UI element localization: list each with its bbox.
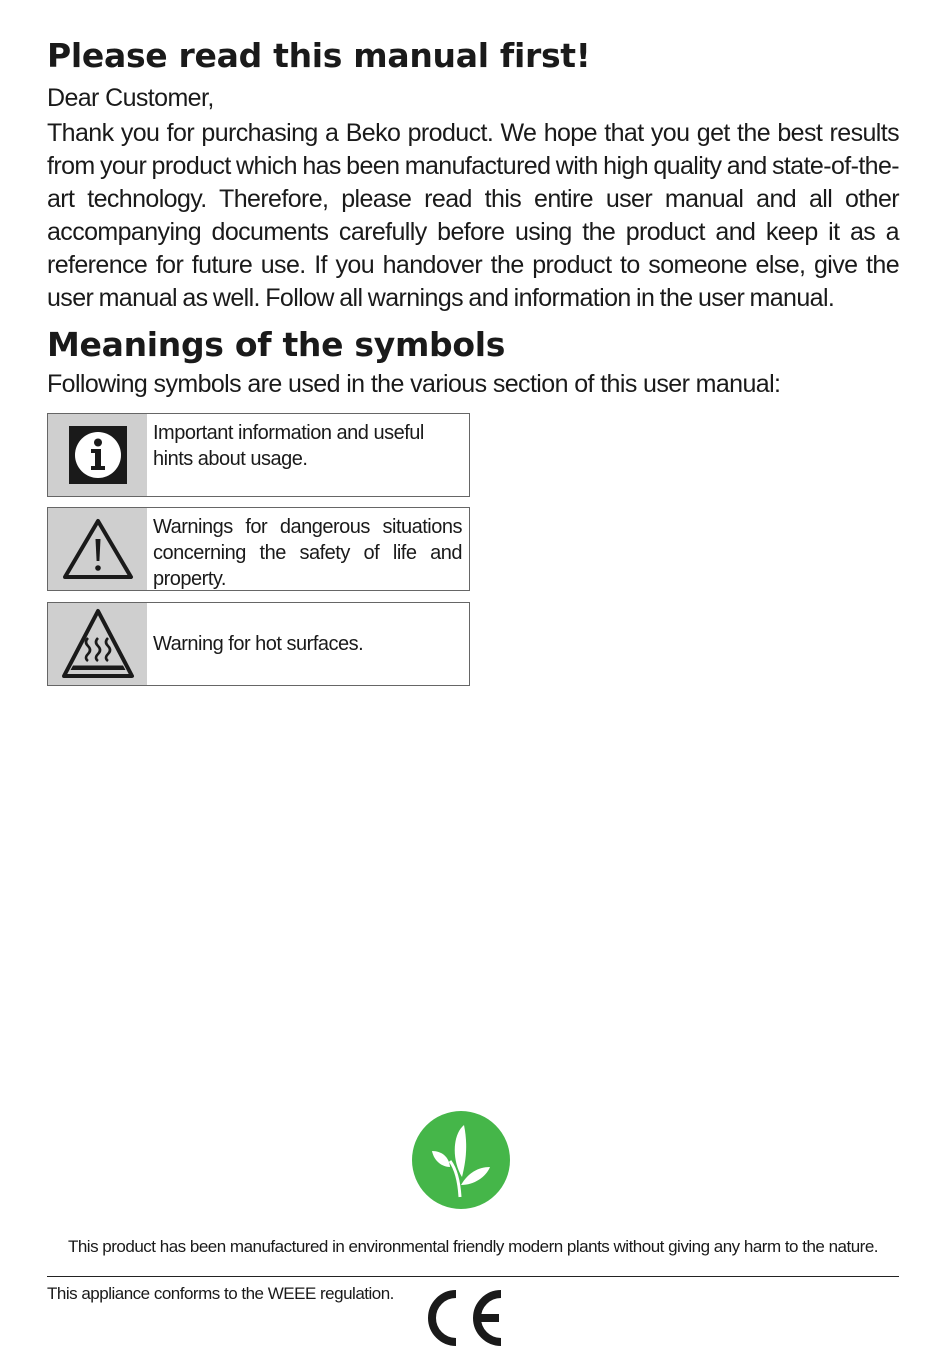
symbol-row-hot-surface bbox=[47, 602, 470, 686]
symbol-row-warning bbox=[47, 507, 470, 591]
eco-leaf-icon bbox=[412, 1111, 510, 1209]
symbol-text: Important information and useful hints about usage. bbox=[153, 422, 424, 470]
symbols-heading: Meanings of the symbols bbox=[47, 325, 506, 364]
intro-paragraph: Thank you for purchasing a Beko product. We hope that you get the best results from your product which has been manufactured with high quality and state-of-the-art technology. Therefore, please read this entire user manual and all other accompanying documents carefully before using the product and keep it as a reference for future use. If you handover the product to someone else, give the user manual as well. Follow all warnings and information in the user manual. bbox=[47, 119, 900, 312]
symbol-row-info bbox=[47, 413, 470, 497]
symbols-intro: Following symbols are used in the various section of this user manual: bbox=[47, 370, 781, 398]
greeting: Dear Customer, bbox=[47, 84, 214, 112]
hot-surface-icon bbox=[48, 603, 147, 685]
weee-statement: This appliance conforms to the WEEE regulation. bbox=[47, 1284, 394, 1303]
eco-statement: This product has been manufactured in environmental friendly modern plants without giving any harm to the nature. bbox=[67, 1237, 879, 1256]
divider bbox=[47, 1276, 899, 1277]
info-icon bbox=[48, 414, 147, 496]
page-title: Please read this manual first! bbox=[47, 36, 591, 75]
ce-mark-icon bbox=[419, 1287, 505, 1349]
warning-icon bbox=[48, 508, 147, 590]
symbol-text: Warnings for dangerous situations concerning the safety of life and property. bbox=[153, 516, 462, 590]
symbol-text: Warning for hot surfaces. bbox=[153, 633, 364, 655]
